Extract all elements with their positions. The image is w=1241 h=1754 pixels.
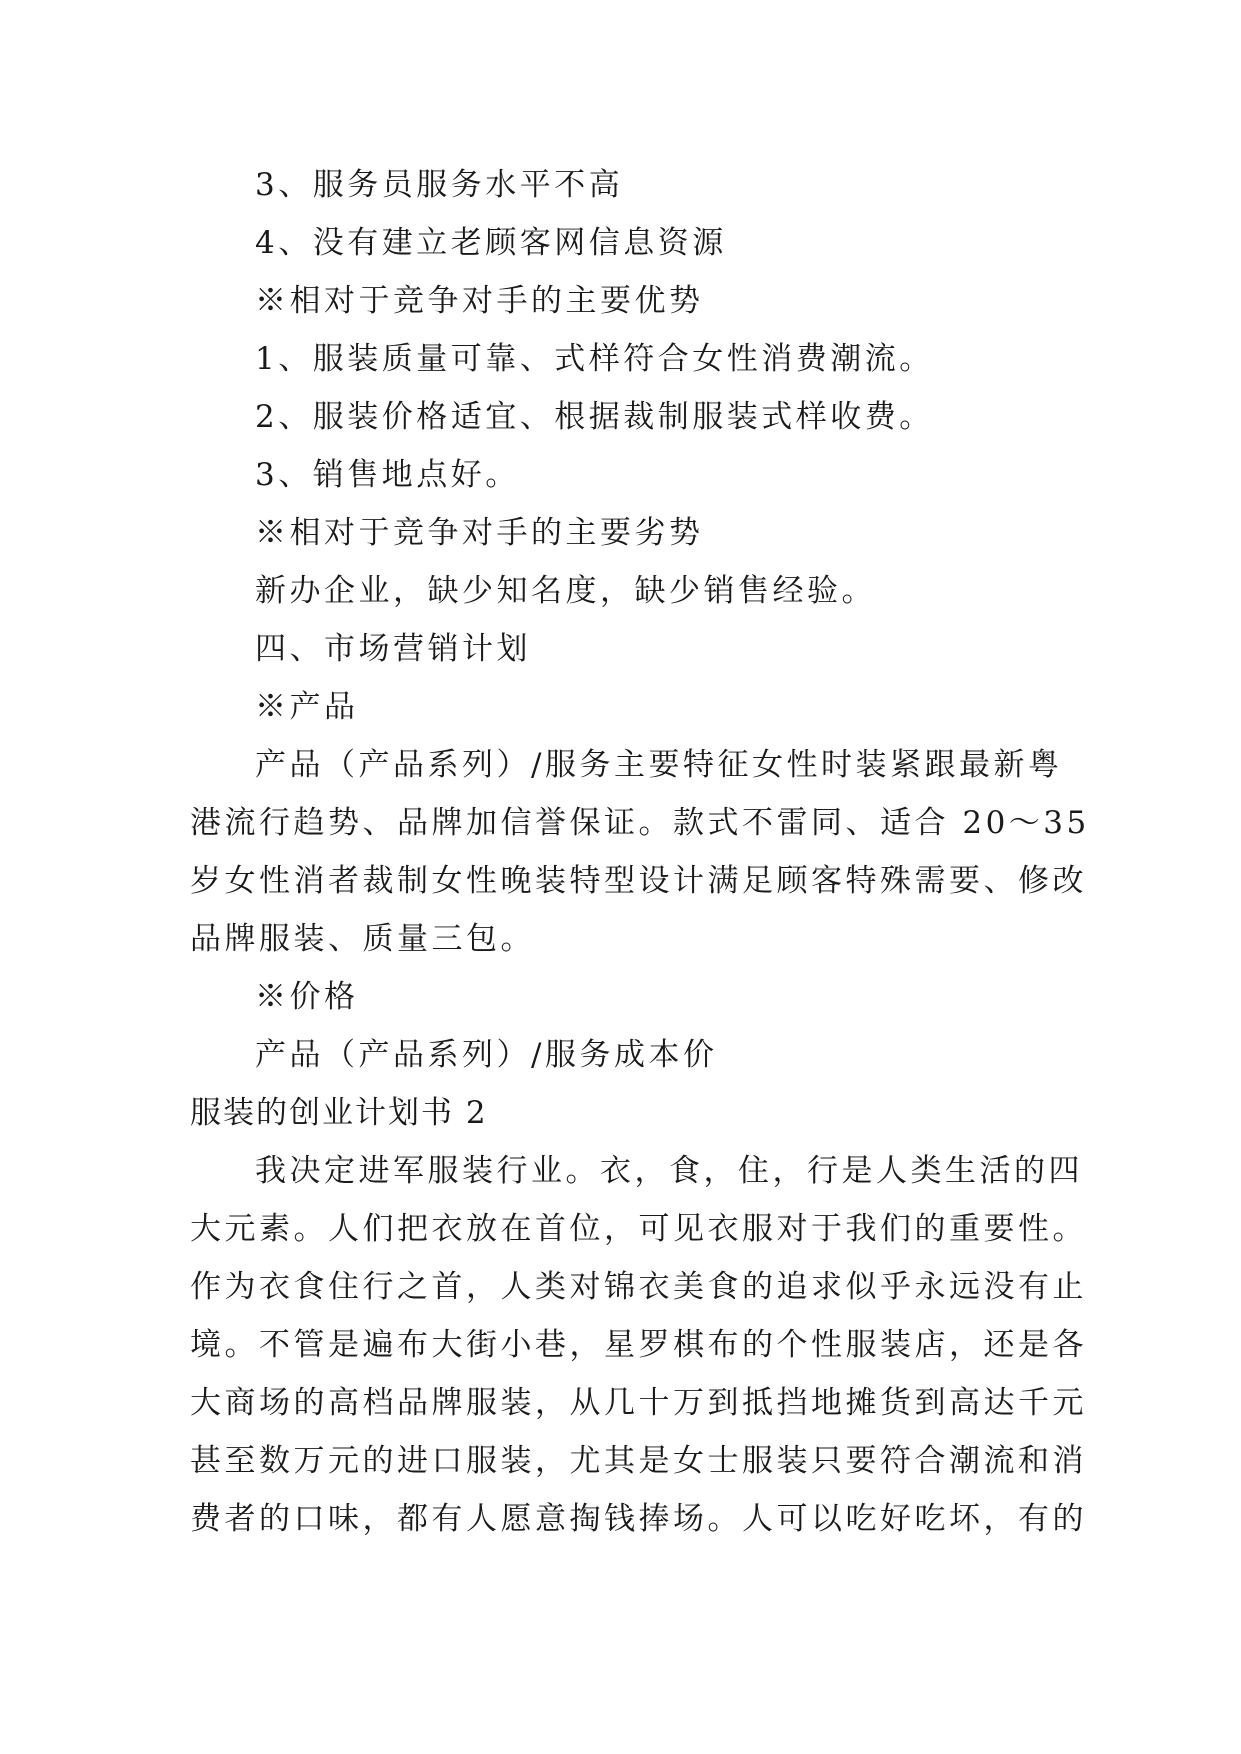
paragraph-intro-line-5: 大商场的高档品牌服装，从几十万到抵挡地摊货到高达千元: [190, 1385, 1087, 1421]
paragraph-intro-line-6: 甚至数万元的进口服装，尤其是女士服装只要符合潮流和消: [190, 1443, 1087, 1479]
section-heading-disadvantages: ※相对于竞争对手的主要劣势: [255, 515, 704, 551]
paragraph-intro-line-1: 我决定进军服装行业。衣，食，住，行是人类生活的四: [255, 1153, 1083, 1189]
paragraph-intro-line-4: 境。不管是遍布大街小巷，星罗棋布的个性服装店，还是各: [190, 1327, 1087, 1363]
section-heading-advantages: ※相对于竞争对手的主要优势: [255, 283, 704, 319]
paragraph-product-line-3: 岁女性消者裁制女性晚装特型设计满足顾客特殊需要、修改: [190, 863, 1087, 899]
subheading-price: ※价格: [255, 979, 359, 1015]
list-item-weakness-4: 4、没有建立老顾客网信息资源: [255, 225, 727, 261]
section-heading-marketing-plan: 四、市场营销计划: [255, 631, 531, 667]
list-item-weakness-3: 3、服务员服务水平不高: [255, 167, 624, 203]
paragraph-intro-line-3: 作为衣食住行之首，人类对锦衣美食的追求似乎永远没有止: [190, 1269, 1087, 1305]
paragraph-disadvantages: 新办企业，缺少知名度，缺少销售经验。: [255, 573, 876, 609]
paragraph-intro-line-7: 费者的口味，都有人愿意掏钱捧场。人可以吃好吃坏，有的: [190, 1501, 1087, 1537]
paragraph-product-line-2: 港流行趋势、品牌加信誉保证。款式不雷同、适合 20～35: [190, 805, 1090, 841]
paragraph-price: 产品（产品系列）/服务成本价: [255, 1037, 718, 1073]
document-title: 服装的创业计划书 2: [190, 1095, 488, 1131]
paragraph-product-line-1: 产品（产品系列）/服务主要特征女性时装紧跟最新粤: [255, 747, 1063, 783]
subheading-product: ※产品: [255, 689, 359, 725]
list-item-advantage-3: 3、销售地点好。: [255, 457, 520, 493]
paragraph-product-line-4: 品牌服装、质量三包。: [190, 921, 535, 957]
paragraph-intro-line-2: 大元素。人们把衣放在首位，可见衣服对于我们的重要性。: [190, 1211, 1087, 1247]
list-item-advantage-1: 1、服装质量可靠、式样符合女性消费潮流。: [255, 341, 934, 377]
list-item-advantage-2: 2、服装价格适宜、根据裁制服装式样收费。: [255, 399, 934, 435]
